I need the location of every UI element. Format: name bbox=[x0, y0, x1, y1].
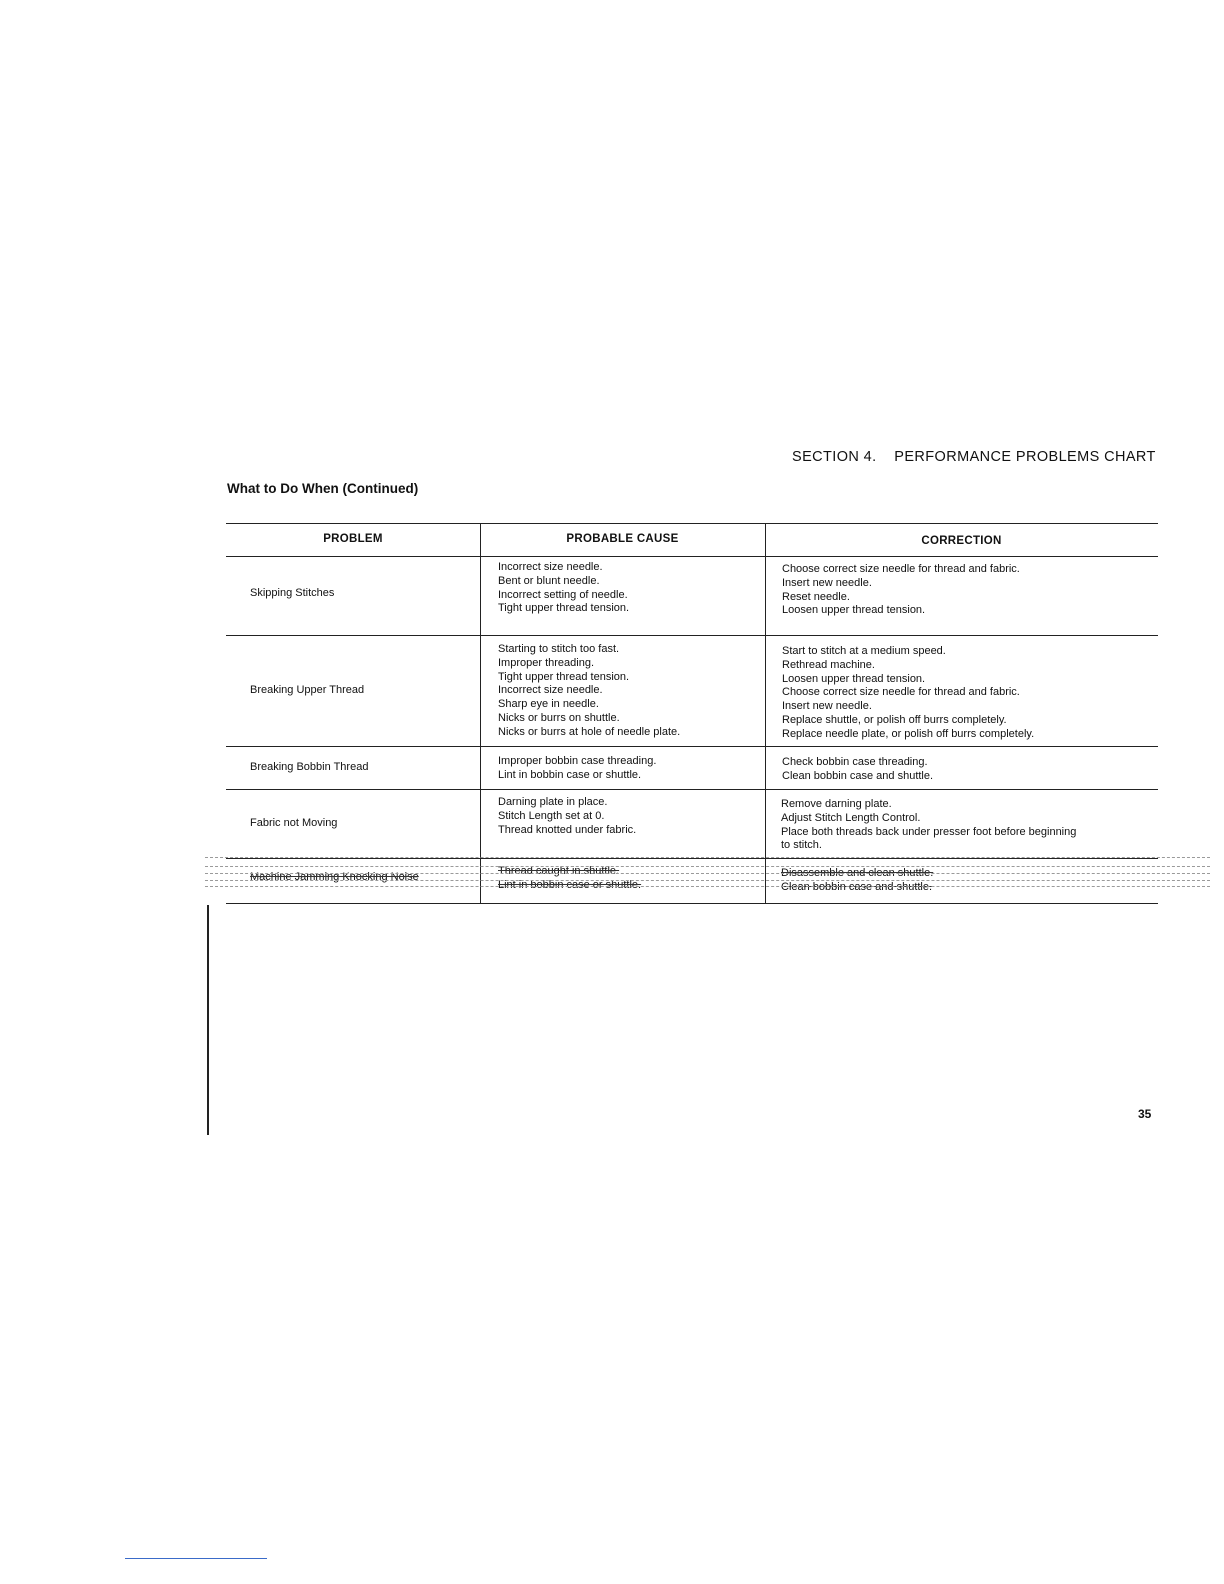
table-rule-header bbox=[226, 556, 1158, 557]
cause-cell bbox=[498, 755, 656, 783]
cause-line: Incorrect size needle. bbox=[498, 684, 603, 697]
correction-line: Adjust Stitch Length Control. bbox=[781, 811, 921, 824]
scan-artifact-line bbox=[205, 873, 1210, 874]
cause-line: Tight upper thread tension. bbox=[498, 670, 630, 683]
correction-cell bbox=[782, 563, 1020, 618]
correction-cell bbox=[782, 645, 1034, 742]
table-rule-row2 bbox=[226, 746, 1158, 747]
cause-line: Incorrect size needle. bbox=[498, 561, 603, 573]
correction-line: Reset needle. bbox=[782, 590, 850, 603]
table-rule-top bbox=[226, 523, 1158, 524]
cause-cell bbox=[498, 643, 680, 740]
scan-artifact-line bbox=[205, 866, 1210, 867]
cause-line: Lint in bobbin case or shuttle. bbox=[498, 878, 642, 891]
correction-line: Choose correct size needle for thread and fabric. bbox=[782, 686, 1020, 699]
correction-line: Loosen upper thread tension. bbox=[782, 604, 926, 617]
table-rule-row1 bbox=[226, 635, 1158, 636]
problem-cell: Breaking Upper Thread bbox=[250, 684, 365, 696]
column-header-correction: CORRECTION bbox=[921, 535, 1002, 547]
correction-line: Check bobbin case threading. bbox=[782, 756, 928, 768]
page-number: 35 bbox=[1138, 1107, 1152, 1121]
table-rule-bottom bbox=[226, 903, 1158, 904]
problem-cell: Breaking Bobbin Thread bbox=[250, 761, 369, 773]
correction-line: Replace needle plate, or polish off burrs completely. bbox=[782, 727, 1035, 740]
cause-line: Darning plate in place. bbox=[498, 796, 608, 808]
correction-cell bbox=[782, 756, 933, 784]
performance-problems-table bbox=[226, 523, 1158, 905]
section-title: SECTION 4. PERFORMANCE PROBLEMS CHART bbox=[792, 449, 1156, 465]
cause-cell bbox=[498, 796, 636, 837]
cause-line: Starting to stitch too fast. bbox=[498, 643, 620, 655]
correction-line: Start to stitch at a medium speed. bbox=[782, 645, 946, 657]
table-rule-row3 bbox=[226, 789, 1158, 790]
scan-artifact-line bbox=[205, 880, 1210, 881]
scan-artifact-line bbox=[205, 857, 1210, 858]
table-divider-2 bbox=[765, 523, 766, 903]
bottom-rule bbox=[125, 1558, 267, 1559]
cause-line: Sharp eye in needle. bbox=[498, 698, 599, 711]
column-header-probable-cause: PROBABLE CAUSE bbox=[566, 533, 679, 545]
problem-cell: Machine Jamming Knocking Noise bbox=[250, 871, 419, 883]
cause-line: Bent or blunt needle. bbox=[498, 574, 600, 587]
cause-line: Nicks or burrs at hole of needle plate. bbox=[498, 725, 681, 738]
correction-line: Insert new needle. bbox=[782, 576, 872, 589]
table-rule-row4 bbox=[226, 858, 1158, 859]
cause-line: Tight upper thread tension. bbox=[498, 602, 630, 615]
cause-line: Nicks or burrs on shuttle. bbox=[498, 711, 620, 724]
cause-line: Improper bobbin case threading. bbox=[498, 755, 657, 767]
correction-line: Loosen upper thread tension. bbox=[782, 672, 926, 685]
correction-line: Rethread machine. bbox=[782, 658, 875, 671]
column-header-problem: PROBLEM bbox=[323, 533, 383, 545]
binding-edge-mark bbox=[207, 905, 209, 1135]
table-divider-1 bbox=[480, 523, 481, 903]
problem-cell: Skipping Stitches bbox=[250, 587, 335, 599]
correction-line: Insert new needle. bbox=[782, 700, 872, 713]
cause-line: Lint in bobbin case or shuttle. bbox=[498, 768, 642, 781]
scan-artifact-line bbox=[205, 886, 1210, 887]
correction-line: Place both threads back under presser foot before beginning bbox=[781, 825, 1077, 838]
cause-line: Incorrect setting of needle. bbox=[498, 588, 628, 601]
cause-line: Improper threading. bbox=[498, 656, 594, 669]
correction-cell bbox=[781, 798, 1076, 853]
correction-line: Clean bobbin case and shuttle. bbox=[781, 880, 933, 893]
correction-line: Disassemble and clean shuttle. bbox=[781, 867, 934, 879]
correction-line: Choose correct size needle for thread and fabric. bbox=[782, 563, 1020, 575]
correction-line: Replace shuttle, or polish off burrs completely. bbox=[782, 713, 1007, 726]
correction-line: Clean bobbin case and shuttle. bbox=[782, 769, 934, 782]
problem-cell: Fabric not Moving bbox=[250, 817, 338, 829]
correction-line: Remove darning plate. bbox=[781, 798, 892, 810]
correction-line: to stitch. bbox=[781, 839, 822, 852]
cause-cell bbox=[498, 561, 629, 616]
cause-line: Stitch Length set at 0. bbox=[498, 809, 605, 822]
cause-line: Thread caught in shuttle. bbox=[498, 865, 620, 877]
cause-line: Thread knotted under fabric. bbox=[498, 823, 637, 836]
cause-cell bbox=[498, 865, 641, 893]
subheading: What to Do When (Continued) bbox=[227, 481, 419, 496]
